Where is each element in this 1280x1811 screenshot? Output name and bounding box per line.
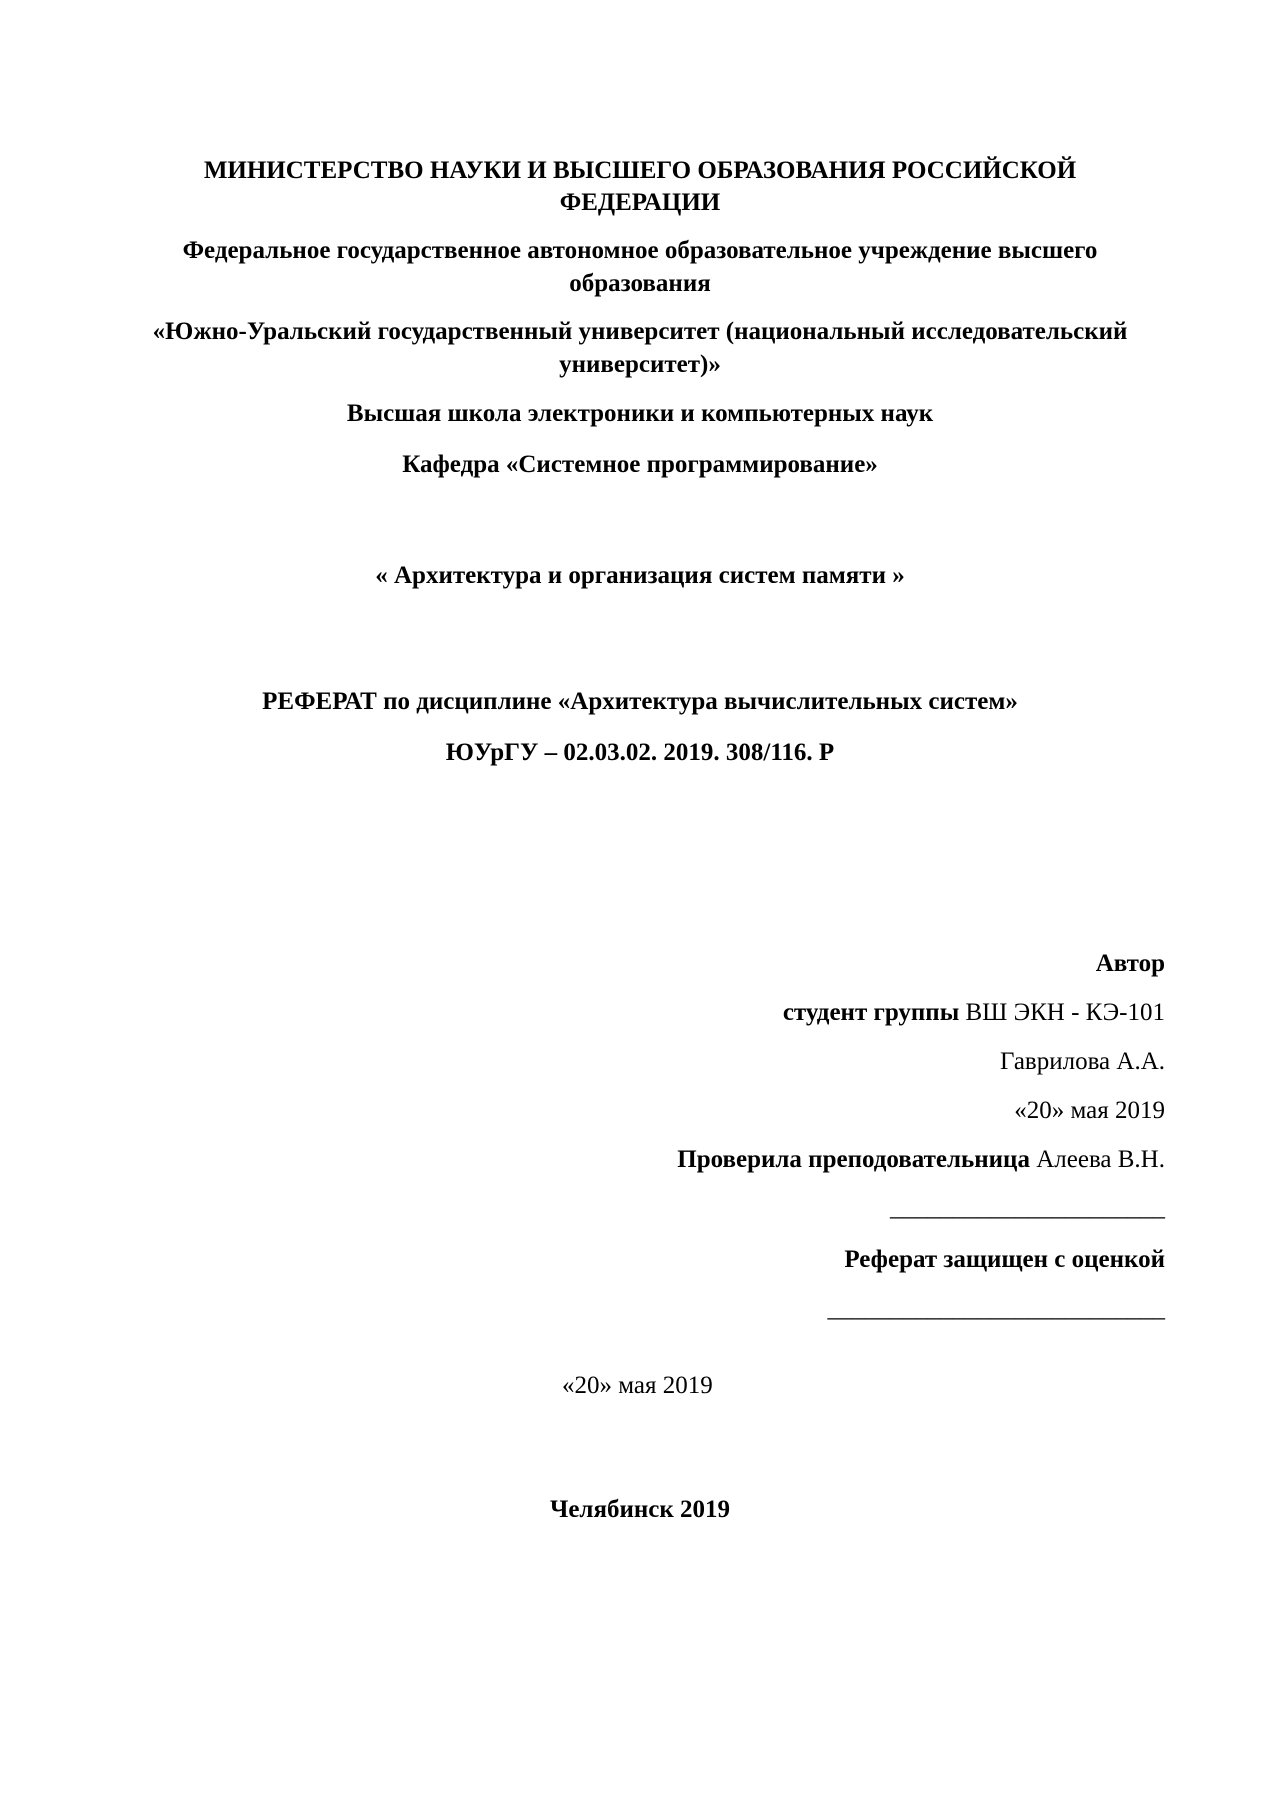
author-group <box>783 997 1165 1029</box>
department-name: Кафедра «Системное программирование» <box>402 451 878 478</box>
author-group-label: студент группы <box>782 999 960 1026</box>
checked-by <box>677 1144 1165 1176</box>
checked-by-value: Алеева В.Н. <box>1036 1146 1165 1173</box>
author-name: Гаврилова А.А. <box>999 1048 1165 1075</box>
report-topic: « Архитектура и организация систем памяти » <box>375 562 905 589</box>
author-date: «20» мая 2019 <box>1014 1097 1165 1124</box>
author-group-value: ВШ ЭКН - КЭ-101 <box>965 999 1165 1026</box>
institution-line-2: образования <box>569 270 711 297</box>
city-year: Челябинск 2019 <box>549 1496 731 1523</box>
report-code: ЮУрГУ – 02.03.02. 2019. 308/116. Р <box>445 739 835 766</box>
grade-blank: ___________________________ <box>827 1295 1165 1322</box>
bottom-date: «20» мая 2019 <box>562 1372 713 1399</box>
author-heading: Автор <box>1095 950 1165 977</box>
institution-line-1: Федеральное государственное автономное образовательное учреждение высшего <box>182 237 1098 264</box>
report-title: РЕФЕРАТ по дисциплине «Архитектура вычислительных систем» <box>262 688 1018 715</box>
checked-by-label: Проверила преподовательница <box>677 1146 1030 1173</box>
university-line-1: «Южно-Уральский государственный университет (национальный исследовательский <box>152 318 1128 345</box>
ministry-line-1: МИНИСТЕРСТВО НАУКИ И ВЫСШЕГО ОБРАЗОВАНИЯ РОССИЙСКОЙ <box>203 157 1077 184</box>
school-name: Высшая школа электроники и компьютерных наук <box>346 400 934 427</box>
grade-label: Реферат защищен с оценкой <box>844 1246 1165 1273</box>
signature-blank: ______________________ <box>890 1194 1165 1221</box>
university-line-2: университет)» <box>559 351 721 378</box>
ministry-line-2: ФЕДЕРАЦИИ <box>559 189 721 216</box>
